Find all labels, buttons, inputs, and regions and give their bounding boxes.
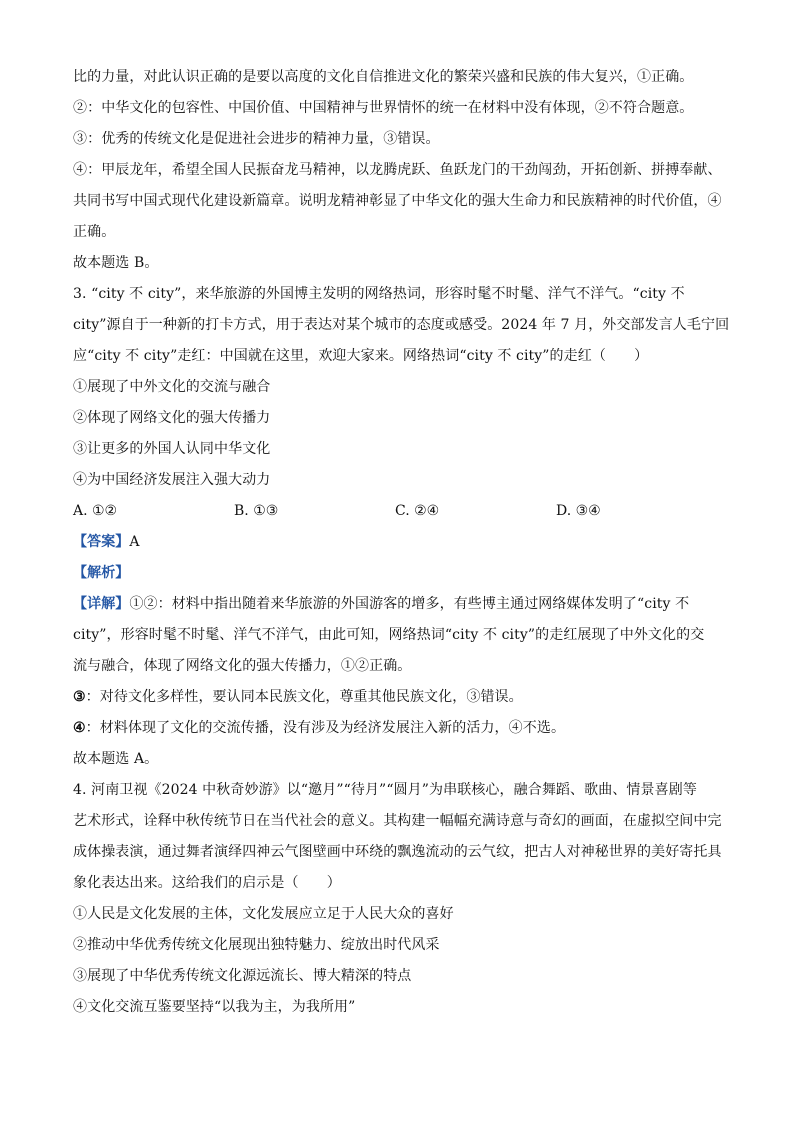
q3-point-4 bbox=[73, 713, 733, 744]
q3-statement: ①展现了中外文化的交流与融合 bbox=[73, 379, 271, 395]
q3-options bbox=[73, 496, 733, 527]
q4-stem-line: 象化表达出来。这给我们的启示是（ ） bbox=[73, 875, 341, 891]
answer-label: 【答案】 bbox=[73, 534, 130, 550]
point-3-label: ③ bbox=[73, 689, 86, 705]
q3-stem-line: 应“city 不 city”走红：中国就在这里，欢迎大家来。网络热词“city 不 city”的走红（ ） bbox=[73, 348, 649, 364]
q2-analysis-line: 共同书写中国式现代化建设新篇章。说明龙精神彰显了中华文化的强大生命力和民族精神的时代价值，④ bbox=[73, 193, 722, 209]
q4-stem-line: 成体操表演，通过舞者演绎四神云气图壁画中环绕的飘逸流动的云气纹，把古人对神秘世界的美好寄托具 bbox=[73, 844, 722, 860]
q3-statement: ④为中国经济发展注入强大动力 bbox=[73, 472, 271, 488]
q4-statement: ②推动中华优秀传统文化展现出独特魅力、绽放出时代风采 bbox=[73, 937, 440, 953]
answer-value: A bbox=[129, 534, 140, 550]
q4-stem-line: 4. 河南卫视《2024 中秋奇妙游》以“邀月”“待月”“圆月”为串联核心，融合舞蹈、歌曲、情景喜剧等 bbox=[73, 782, 697, 798]
detail-label: 【详解】 bbox=[73, 596, 130, 612]
q2-analysis-line: ②：中华文化的包容性、中国价值、中国精神与世界情怀的统一在材料中没有体现，②不符合题意。 bbox=[73, 100, 694, 116]
point-4-label: ④ bbox=[73, 720, 86, 736]
q4-statement: ③展现了中华优秀传统文化源远流长、博大精深的特点 bbox=[73, 968, 412, 984]
q3-point-3 bbox=[73, 682, 733, 713]
analysis-label: 【解析】 bbox=[73, 565, 130, 581]
q2-analysis-line: 比的力量，对此认识正确的是要以高度的文化自信推进文化的繁荣兴盛和民族的伟大复兴，①正确。 bbox=[73, 69, 694, 85]
q3-detail-line: 流与融合，体现了网络文化的强大传播力，①②正确。 bbox=[73, 658, 412, 674]
q3-option-b: B. ①③ bbox=[234, 503, 279, 519]
point-3-text: ：对待文化多样性，要认同本民族文化，尊重其他民族文化，③错误。 bbox=[85, 689, 523, 705]
q3-stem-line: city”源自于一种新的打卡方式，用于表达对某个城市的态度或感受。2024 年 7 月，外交部发言人毛宁回 bbox=[73, 317, 730, 333]
q3-detail-line: city”，形容时髦不时髦、洋气不洋气，由此可知，网络热词“city 不 city”的走红展现了中外文化的交 bbox=[73, 627, 705, 643]
q3-answer bbox=[73, 527, 733, 558]
q3-stem-line: 3. “city 不 city”，来华旅游的外国博主发明的网络热词，形容时髦不时髦、洋气不洋气。“city 不 bbox=[73, 286, 685, 302]
point-4-text: ：材料体现了文化的交流传播，没有涉及为经济发展注入新的活力，④不选。 bbox=[85, 720, 566, 736]
document-page bbox=[73, 62, 733, 1023]
q3-option-a: A. ①② bbox=[73, 503, 118, 519]
q2-analysis-line: 正确。 bbox=[73, 224, 116, 240]
q2-conclusion: 故本题选 B。 bbox=[73, 255, 159, 271]
q3-statement: ③让更多的外国人认同中华文化 bbox=[73, 441, 271, 457]
q2-analysis-line: ③：优秀的传统文化是促进社会进步的精神力量，③错误。 bbox=[73, 131, 440, 147]
q3-conclusion: 故本题选 A。 bbox=[73, 751, 159, 767]
q2-analysis-line: ④：甲辰龙年，希望全国人民振奋龙马精神，以龙腾虎跃、鱼跃龙门的干劲闯劲，开拓创新、拼搏奉献、 bbox=[73, 162, 722, 178]
detail-text: ①②：材料中指出随着来华旅游的外国游客的增多，有些博主通过网络媒体发明了“city 不 bbox=[129, 596, 690, 612]
q3-option-c: C. ②④ bbox=[395, 503, 440, 519]
q3-statement: ②体现了网络文化的强大传播力 bbox=[73, 410, 271, 426]
q4-statement: ④文化交流互鉴要坚持“以我为主，为我所用” bbox=[73, 999, 356, 1015]
q4-statement: ①人民是文化发展的主体，文化发展应立足于人民大众的喜好 bbox=[73, 906, 454, 922]
q3-analysis-heading bbox=[73, 558, 733, 589]
q3-detail-line bbox=[73, 589, 733, 620]
q4-stem-line: 艺术形式，诠释中秋传统节日在当代社会的意义。其构建一幅幅充满诗意与奇幻的画面，在虚拟空间中完 bbox=[73, 813, 722, 829]
q3-option-d: D. ③④ bbox=[556, 503, 601, 519]
